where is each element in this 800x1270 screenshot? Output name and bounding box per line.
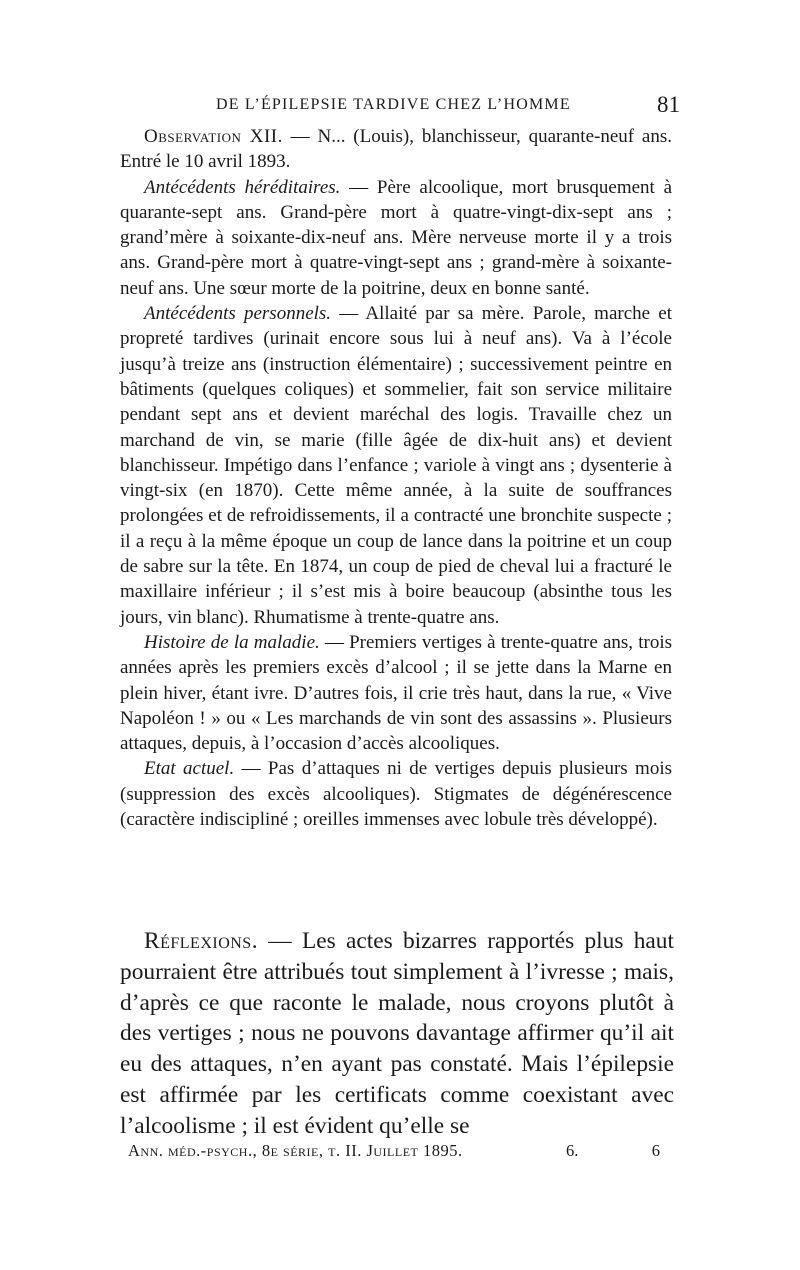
running-title: DE L’ÉPILEPSIE TARDIVE CHEZ L’HOMME: [216, 96, 571, 113]
hereditary-label: Antécédents héréditaires.: [144, 176, 341, 198]
page-number: 81: [657, 92, 680, 117]
printer-signature: [128, 1141, 660, 1167]
reflexions-label: Réflexions.: [144, 928, 259, 954]
current-state-paragraph: [120, 756, 672, 832]
history-paragraph: [120, 630, 672, 756]
signature-text: Ann. méd.-psych., 8e série, t. II. Juillet 1895.: [128, 1141, 463, 1160]
reflexions-paragraph: [120, 926, 674, 1142]
current-state-text: — Pas d’attaques ni de vertiges depuis plusieurs mois (suppression des excès alcooliques). Stigmates de dégénérescence (caractère indiscipliné ; oreilles immenses avec lobule très développé).: [120, 758, 672, 831]
sheet-number: 6.: [566, 1141, 579, 1160]
history-text: — Premiers vertiges à trente-quatre ans, trois années après les premiers excès d’alcool ; il se jette dans la Marne en plein hiver, étant ivre. D’autres fois, il crie très haut, dans la rue, « Vive Napoléon ! » ou « Les marchands de vin sont des assassins ». Plusieurs attaques, depuis, à l’occasion d’accès alcooliques.: [120, 631, 672, 755]
personal-label: Antécédents personnels.: [144, 303, 332, 325]
history-label: Histoire de la maladie.: [144, 631, 320, 653]
running-head: [120, 92, 680, 124]
personal-paragraph: [120, 301, 672, 630]
observation-label: Observation XII.: [144, 126, 283, 147]
personal-text: — Allaité par sa mère. Parole, marche et propreté tardives (urinait encore sous lui à neuf ans). Va à l’école jusqu’à treize ans (instruction élémentaire) ; successivement peintre en bâtiments (quelques coliques) et sommelier, fait son service militaire pendant sept ans et devient maréchal des logis. Travaille chez un marchand de vin, se marie (fille âgée de dix-huit ans) et devient blanchisseur. Impétigo dans l’enfance ; variole à vingt ans ; dysenterie à vingt-six (en 1870). Cette même année, à la suite de souffrances prolongées et de refroidissements, il a contracté une bronchite suspecte ; il a reçu à la même époque un coup de lance dans la poitrine et un coup de sabre sur la tête. En 1874, un coup de pied de cheval lui a fracturé le maxillaire inférieur ; il s’est mis à boire beaucoup (absinthe tous les jours, vin blanc). Rhumatisme à trente-quatre ans.: [120, 303, 672, 628]
observation-block: [120, 124, 672, 832]
current-state-label: Etat actuel.: [144, 758, 235, 780]
observation-intro: [120, 124, 672, 175]
hereditary-text: — Père alcoolique, mort brusquement à quarante-sept ans. Grand-père mort à quatre-vingt-dix-sept ans ; grand’mère à soixante-dix-neuf ans. Mère nerveuse morte il y a trois ans. Grand-père mort à quatre-vingt-sept ans ; grand-mère à soixante-neuf ans. Une sœur morte de la poitrine, deux en bonne santé.: [120, 176, 673, 299]
sheet-number-2: 6: [651, 1141, 660, 1160]
observation-intro-text: — N... (Louis), blanchisseur, quarante-neuf ans. Entré le 10 avril 1893.: [120, 126, 673, 173]
reflexions-text: — Les actes bizarres rapportés plus haut pourraient être attribués tout simplement à l’ivresse ; mais, d’après ce que raconte le malade, nous croyons plutôt à des vertiges ; nous ne pouvons davantage affirmer qu’il ait eu des attaques, n’en ayant pas constaté. Mais l’épilepsie est affirmée par les certificats comme coexistant avec l’alcoolisme ; il est évident qu’elle se: [120, 928, 674, 1139]
hereditary-paragraph: [120, 175, 672, 301]
reflexions-block: [120, 926, 674, 1142]
